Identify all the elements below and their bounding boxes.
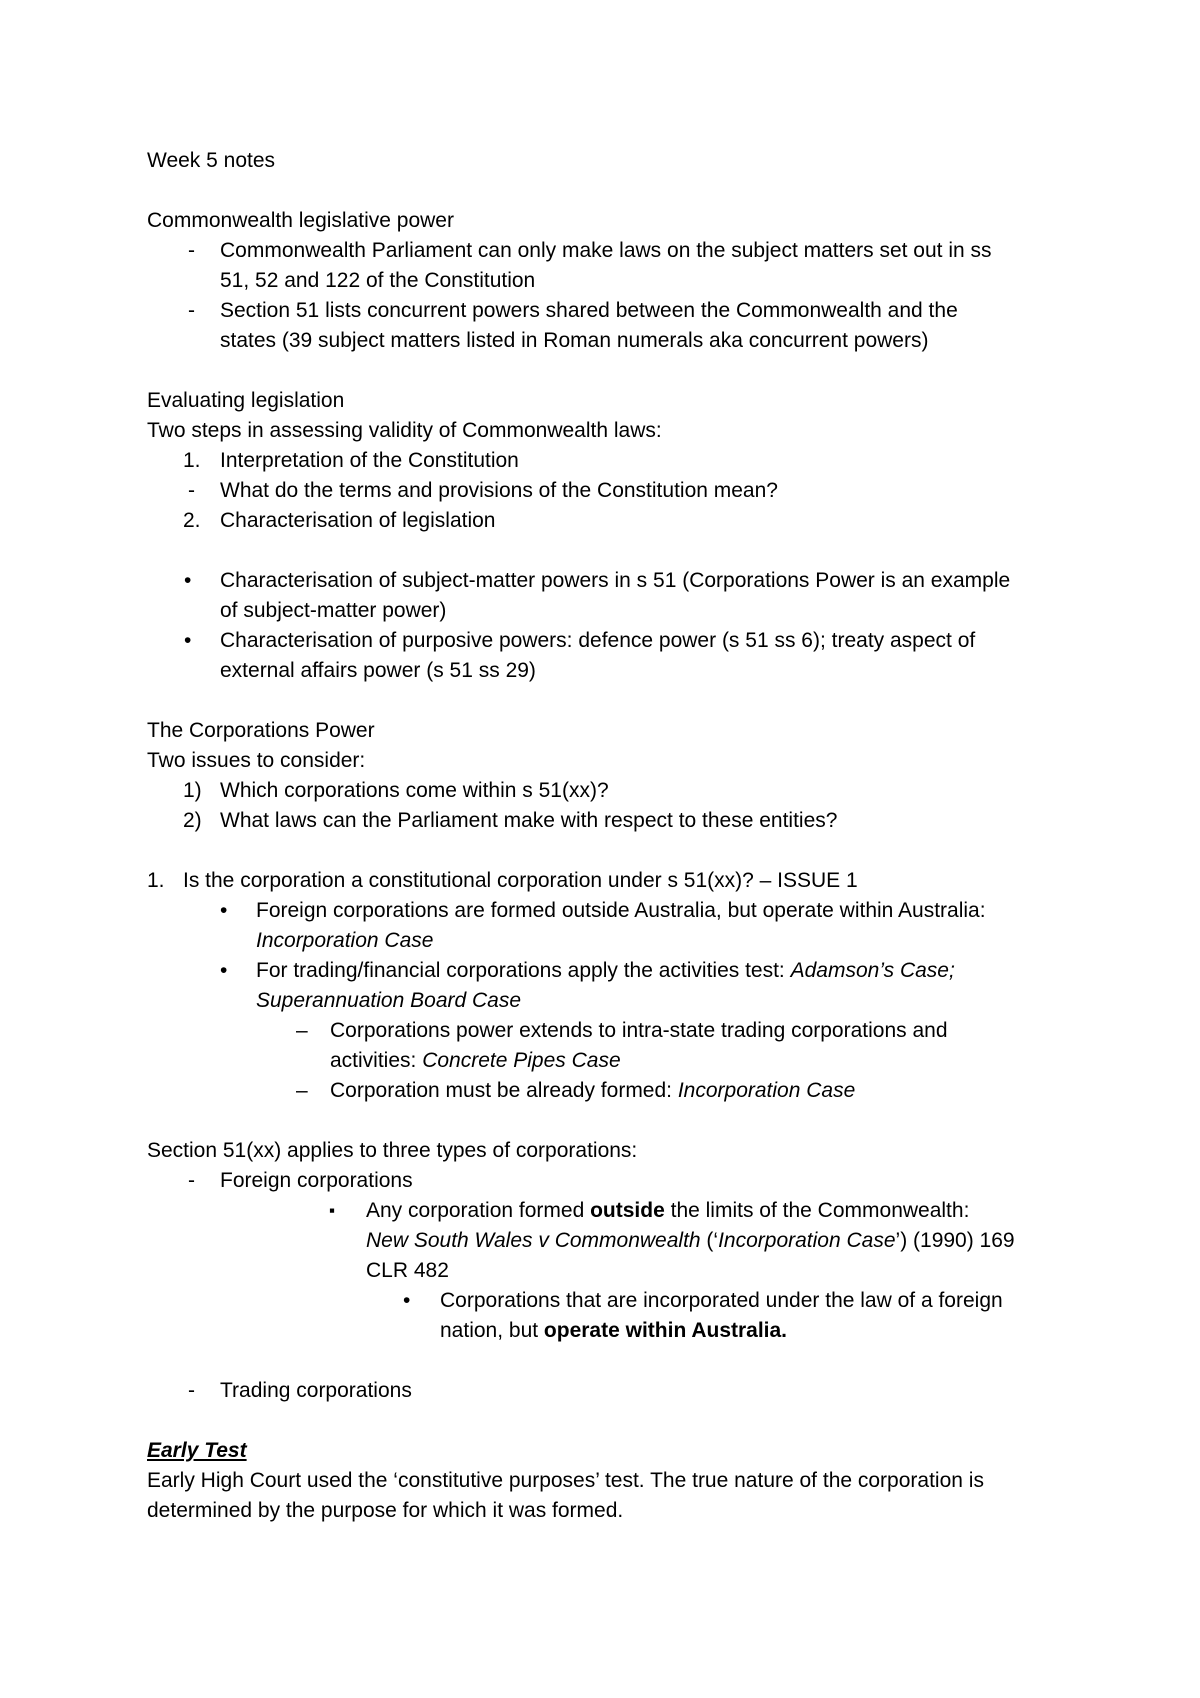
text-run: For trading/financial corporations apply the activities test:: [256, 959, 791, 982]
case-name: Incorporation Case: [256, 929, 434, 952]
bullet-marker: •: [403, 1289, 411, 1312]
text-run: Corporation must be already formed:: [330, 1079, 678, 1102]
list-item-text: Is the corporation a constitutional corporation under s 51(xx)? – ISSUE 1: [183, 869, 858, 892]
list-item-text: [440, 1316, 787, 1346]
case-name: Concrete Pipes Case: [422, 1049, 621, 1072]
list-item-text: [330, 1076, 855, 1106]
bullet-marker: •: [184, 629, 192, 652]
paragraph: Two steps in assessing validity of Commonwealth laws:: [147, 419, 662, 442]
list-item-text: Characterisation of subject-matter powers in s 51 (Corporations Power is an example: [220, 569, 1011, 592]
list-item-text: What do the terms and provisions of the Constitution mean?: [220, 479, 778, 502]
case-name: Incorporation Case: [718, 1229, 896, 1252]
case-name: Superannuation Board Case: [256, 989, 522, 1012]
text-run: activities:: [330, 1049, 423, 1072]
list-item-text: Characterisation of legislation: [220, 509, 496, 532]
list-item-text: [366, 1226, 1015, 1256]
list-item-text: Foreign corporations: [220, 1169, 413, 1192]
case-name: New South Wales v Commonwealth: [366, 1229, 701, 1252]
en-dash-marker: –: [296, 1079, 308, 1102]
paragraph: Two issues to consider:: [147, 749, 366, 772]
dash-marker: -: [188, 1169, 195, 1192]
section-heading-early-test: Early Test: [147, 1439, 247, 1462]
list-item-text: Section 51 lists concurrent powers shared between the Commonwealth and the: [220, 299, 958, 322]
list-item-text: [330, 1046, 621, 1076]
bullet-marker: •: [220, 959, 228, 982]
list-item-text: CLR 482: [366, 1259, 449, 1282]
bullet-marker: •: [220, 899, 228, 922]
en-dash-marker: –: [296, 1019, 308, 1042]
number-marker: 2): [183, 809, 202, 832]
bold-text: operate within Australia.: [543, 1319, 788, 1342]
dash-marker: -: [188, 239, 195, 262]
paragraph: Section 51(xx) applies to three types of corporations:: [147, 1139, 638, 1162]
text-run: (‘: [700, 1229, 719, 1252]
section-heading-evaluating-legislation: Evaluating legislation: [147, 389, 345, 412]
list-item-text: Which corporations come within s 51(xx)?: [220, 779, 609, 802]
list-item-text: Foreign corporations are formed outside Australia, but operate within Australia:: [256, 899, 986, 922]
square-bullet-marker: ▪: [329, 1201, 336, 1220]
paragraph: Early High Court used the ‘constitutive purposes’ test. The true nature of the corporation is: [147, 1469, 984, 1492]
number-marker: 1.: [183, 449, 201, 472]
paragraph: determined by the purpose for which it was formed.: [147, 1499, 624, 1522]
text-run: the limits of the Commonwealth:: [664, 1199, 970, 1222]
list-item-text: Trading corporations: [220, 1379, 412, 1402]
section-heading-commonwealth-power: Commonwealth legislative power: [147, 209, 454, 232]
dash-marker: -: [188, 299, 195, 322]
dash-marker: -: [188, 1379, 195, 1402]
number-marker: 1.: [147, 869, 165, 892]
list-item-text: What laws can the Parliament make with respect to these entities?: [220, 809, 838, 832]
list-item-text: Interpretation of the Constitution: [220, 449, 519, 472]
text-run: ’) (1990) 169: [895, 1229, 1015, 1252]
list-item-text: [256, 956, 955, 986]
text-run: nation, but: [440, 1319, 544, 1342]
bold-text: outside: [590, 1199, 665, 1222]
number-marker: 1): [183, 779, 202, 802]
list-item-text: Corporations power extends to intra-state trading corporations and: [330, 1019, 948, 1042]
bullet-marker: •: [184, 569, 192, 592]
page-title: Week 5 notes: [147, 149, 276, 172]
list-item-text: [366, 1196, 969, 1226]
list-item-text: Corporations that are incorporated under the law of a foreign: [440, 1289, 1003, 1312]
list-item-text: [256, 986, 521, 1016]
list-item-text: of subject-matter power): [220, 599, 447, 622]
dash-marker: -: [188, 479, 195, 502]
list-item-text: external affairs power (s 51 ss 29): [220, 659, 536, 682]
text-run: Any corporation formed: [366, 1199, 591, 1222]
section-heading-corporations-power: The Corporations Power: [147, 719, 375, 742]
list-item-text: Characterisation of purposive powers: defence power (s 51 ss 6); treaty aspect of: [220, 629, 976, 652]
list-item-text: states (39 subject matters listed in Roman numerals aka concurrent powers): [220, 329, 929, 352]
number-marker: 2.: [183, 509, 201, 532]
list-item-text: Commonwealth Parliament can only make laws on the subject matters set out in ss: [220, 239, 992, 262]
case-name: Incorporation Case: [677, 1079, 856, 1102]
list-item-text: [256, 926, 433, 956]
list-item-text: 51, 52 and 122 of the Constitution: [220, 269, 536, 292]
case-name: Adamson’s Case;: [790, 959, 955, 982]
